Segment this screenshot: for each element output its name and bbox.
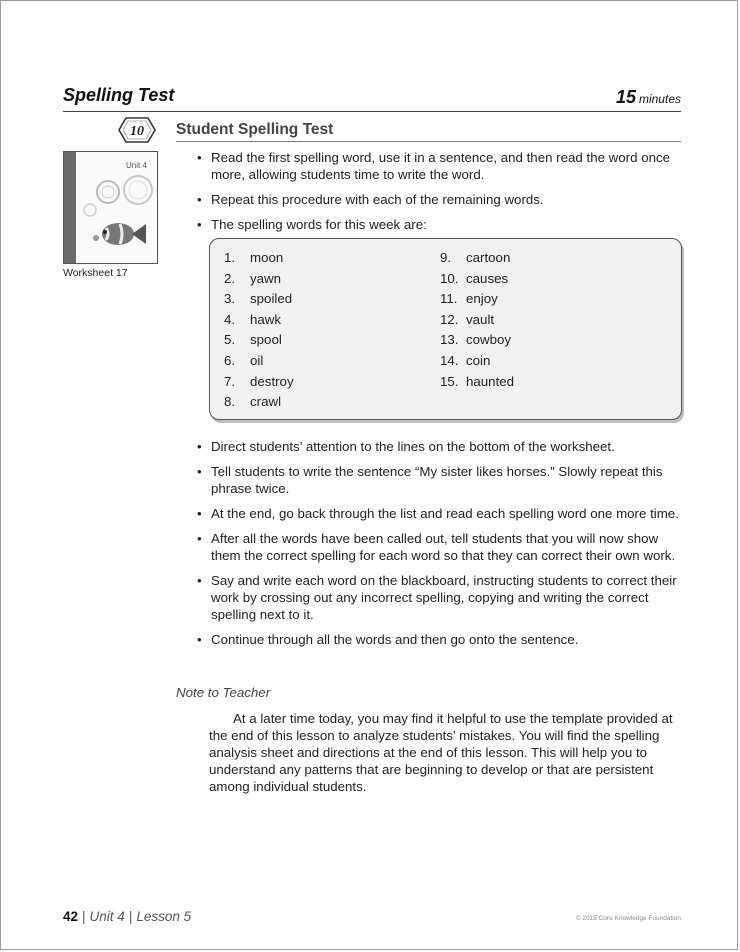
duration-value: 15 xyxy=(615,87,636,107)
spelling-words-column-2 xyxy=(440,248,514,392)
spelling-word: 11. enjoy xyxy=(440,291,498,307)
list-item: • Direct students’ attention to the lines on the bottom of the worksheet. xyxy=(197,438,691,455)
footer-lesson: Lesson 5 xyxy=(136,909,192,924)
spelling-word-box xyxy=(209,238,682,420)
spelling-word: 3. spoiled xyxy=(224,291,293,307)
list-item: • After all the words have been called out, tell students that you will now show them the correct spelling for each word so that they can correct their own work. xyxy=(197,530,691,564)
step-badge-icon xyxy=(117,115,157,145)
note-label: Note to Teacher xyxy=(176,685,271,700)
note-text: At a later time today, you may find it helpful to use the template provided at the end of this lesson to analyze students’ mistakes. You will find the spelling analysis sheet and directions at the end of this lesson. This will help you to understand any patterns that are beginning to develop or that are persistent among individual students. xyxy=(209,711,673,794)
duration xyxy=(616,87,681,108)
list-item: • Say and write each word on the blackboard, instructing students to correct their work by crossing out any incorrect spelling, copying and writing the correct spelling next to it. xyxy=(197,572,691,623)
worksheet-thumbnail xyxy=(63,151,158,264)
worksheet-caption: Worksheet 17 xyxy=(63,267,128,279)
instruction-list-top xyxy=(197,149,691,241)
list-item: • The spelling words for this week are: xyxy=(197,216,691,233)
list-item: • At the end, go back through the list and read each spelling word one more time. xyxy=(197,505,691,522)
duration-unit: minutes xyxy=(638,92,681,106)
clownfish-icon xyxy=(76,152,158,264)
spelling-word: 6. oil xyxy=(224,352,264,368)
list-item: • Repeat this procedure with each of the remaining words. xyxy=(197,191,691,208)
spelling-word: 9. cartoon xyxy=(440,250,511,265)
spelling-word: 7. destroy xyxy=(224,373,294,389)
spelling-word: 14. coin xyxy=(440,352,491,368)
page-number: 42 xyxy=(63,909,79,924)
list-item: • Tell students to write the sentence “My sister likes horses.” Slowly repeat this phrase twice. xyxy=(197,463,691,497)
thumbnail-unit-text: Unit 4 xyxy=(126,161,147,170)
section-rule xyxy=(63,111,681,112)
spelling-word: 4. hawk xyxy=(224,311,282,327)
footer-page-info: 42 | Unit 4 | Lesson 5 xyxy=(63,909,192,924)
copyright: © 2015 Core Knowledge Foundation xyxy=(575,915,681,922)
spelling-word: 5. spool xyxy=(224,332,282,348)
list-item: • Read the first spelling word, use it in a sentence, and then read the word once more, allowing students time to write the word. xyxy=(197,149,691,183)
step-number: 10 xyxy=(130,124,144,139)
spelling-word: 1. moon xyxy=(224,250,284,265)
list-item: • Continue through all the words and then go onto the sentence. xyxy=(197,631,691,648)
spelling-word: 2. yawn xyxy=(224,270,282,286)
instruction-list-bottom xyxy=(197,438,691,656)
sub-heading: Student Spelling Test xyxy=(176,121,334,138)
spelling-word: 15. haunted xyxy=(440,373,515,389)
section-title: Spelling Test xyxy=(63,85,175,105)
footer-unit: Unit 4 xyxy=(89,909,125,924)
spelling-word: 13. cowboy xyxy=(440,332,512,348)
spelling-word: 8. crawl xyxy=(224,394,282,410)
sub-heading-rule xyxy=(176,141,681,142)
spelling-word: 10. causes xyxy=(440,270,509,286)
spelling-words-column-1 xyxy=(224,248,294,413)
thumbnail-spine xyxy=(64,152,76,263)
spelling-word: 12. vault xyxy=(440,311,495,327)
